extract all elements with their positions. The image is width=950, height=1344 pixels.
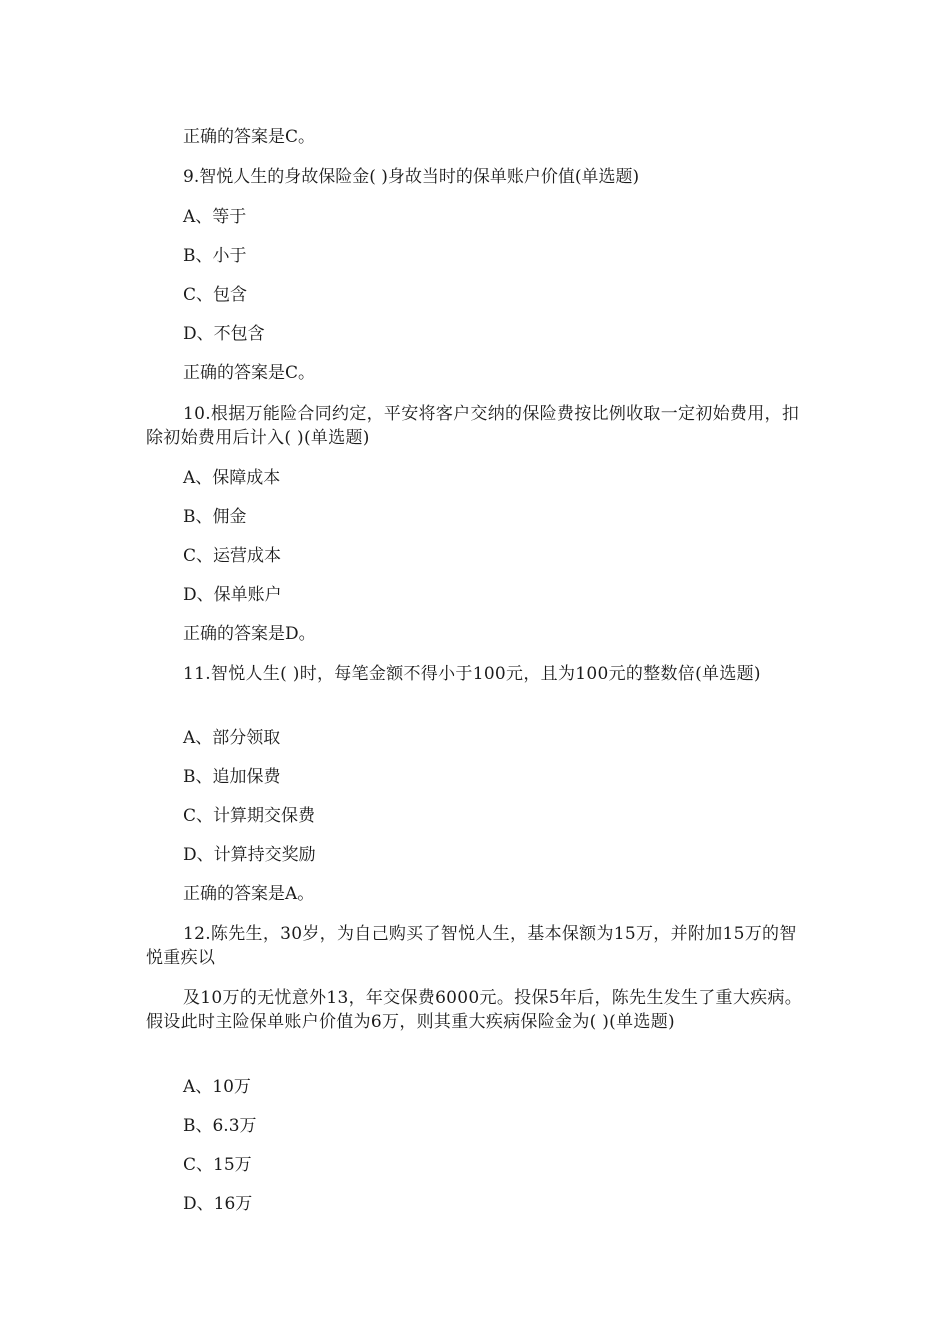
option-b: B、6.3万: [183, 1116, 257, 1136]
answer-line: 正确的答案是A。: [183, 884, 315, 904]
question-11: 11.智悦人生( )时，每笔金额不得小于100元，且为100元的整数倍(单选题): [183, 664, 761, 684]
question-12-continued: 及10万的无忧意外13，年交保费6000元。投保5年后，陈先生发生了重大疾病。假设此时主险保单账户价值为6万，则其重大疾病保险金为( )(单选题): [146, 988, 803, 1032]
option-d: D、计算持交奖励: [183, 845, 316, 865]
option-a: A、保障成本: [183, 468, 281, 488]
option-b: B、小于: [183, 246, 247, 266]
question-10: 10.根据万能险合同约定，平安将客户交纳的保险费按比例收取一定初始费用，扣除初始费用后计入( )(单选题): [146, 404, 800, 448]
option-a: A、10万: [183, 1077, 251, 1097]
option-d: D、不包含: [183, 324, 265, 344]
option-b: B、佣金: [183, 507, 247, 527]
option-c: C、运营成本: [183, 546, 282, 566]
option-c: C、15万: [183, 1155, 252, 1175]
answer-line: 正确的答案是C。: [183, 127, 316, 147]
option-d: D、16万: [183, 1194, 253, 1214]
option-a: A、部分领取: [183, 728, 281, 748]
option-c: C、包含: [183, 285, 248, 305]
answer-line: 正确的答案是D。: [183, 624, 316, 644]
option-d: D、保单账户: [183, 585, 282, 605]
option-b: B、追加保费: [183, 767, 281, 787]
question-9: 9.智悦人生的身故保险金( )身故当时的保单账户价值(单选题): [183, 167, 640, 187]
option-c: C、计算期交保费: [183, 806, 316, 826]
question-12: 12.陈先生，30岁，为自己购买了智悦人生，基本保额为15万，并附加15万的智悦重疾以: [146, 924, 797, 968]
option-a: A、等于: [183, 207, 247, 227]
answer-line: 正确的答案是C。: [183, 363, 316, 383]
